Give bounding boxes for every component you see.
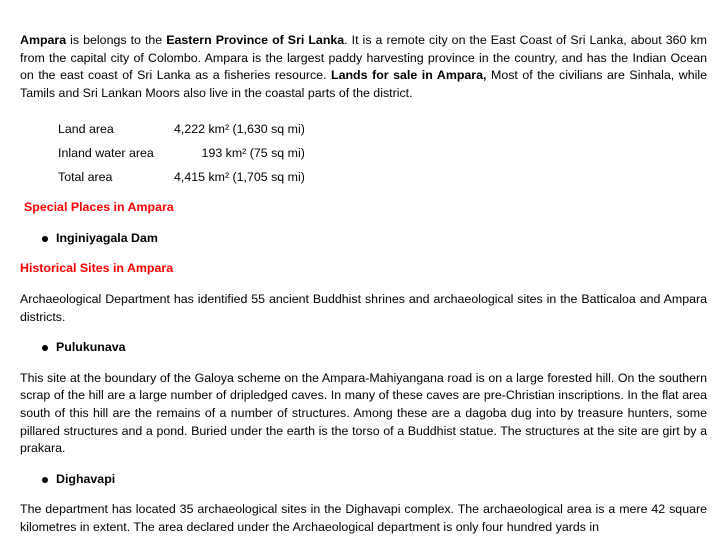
area-value: 4,415 km² (1,705 sq mi) [174,169,305,184]
area-table [50,118,313,189]
intro-ampara: Ampara [20,33,67,47]
area-value: 193 km² (75 sq mi) [201,145,305,160]
area-label: Total area [58,169,113,184]
dighavapi-paragraph: The department has located 35 archaeological sites in the Dighavapi complex. The archaeological area is a mere 42 square kilometres in extent. The area declared under the Archaeological department is only four hundred yards in [20,502,707,534]
area-label: Land area [58,122,114,137]
table-row [50,118,313,142]
intro-lands-for-sale: Lands for sale in Ampara, [331,68,487,83]
table-row [50,142,313,166]
site-list-dighavapi [20,471,707,489]
intro-paragraph [20,32,707,102]
special-places-heading: Special Places in Ampara [24,200,174,215]
area-label: Inland water area [58,145,154,160]
intro-text-3: Most of the civilians are Sinhala, while Tamils and Sri Lankan Moors also live in the coastal parts of the district. [20,68,707,100]
pulukunava-paragraph: This site at the boundary of the Galoya scheme on the Ampara-Mahiyangana road is on a large forested hill. On the southern scrap of the hill are a large number of dripledged caves. In many of these caves are pre-Christian inscriptions. In the flat area south of this hill are the remains of a number of structures. Among these are a dagoba dug into by treasure hunters, some pillared structures and a pond. Buried under the earth is the torso of a Buddhist statue. The structures at the site are girt by a prakara. [20,370,707,456]
site-list-pulukunava [20,339,707,357]
intro-eastern-province: Eastern Province of Sri Lanka [166,33,345,47]
list-item: Pulukunava [56,339,707,357]
list-item: Inginiyagala Dam [56,230,707,248]
archaeology-paragraph: Archaeological Department has identified 55 ancient Buddhist shrines and archaeological sites in the Batticaloa and Ampara districts. [20,291,707,324]
intro-text-1: is belongs to the [66,33,167,47]
special-places-list [20,230,707,248]
table-row [50,166,313,190]
intro-text-2: . It is a remote city on the East Coast of Sri Lanka, about 360 km from the capital city of Colombo. Ampara is the largest paddy harvesting province in the country, and has the Indian Ocean on the east coast of Sri Lanka as a fisheries resource. [20,33,707,83]
area-value: 4,222 km² (1,630 sq mi) [174,122,305,137]
historical-sites-heading: Historical Sites in Ampara [20,261,174,276]
list-item: Dighavapi [56,471,707,489]
